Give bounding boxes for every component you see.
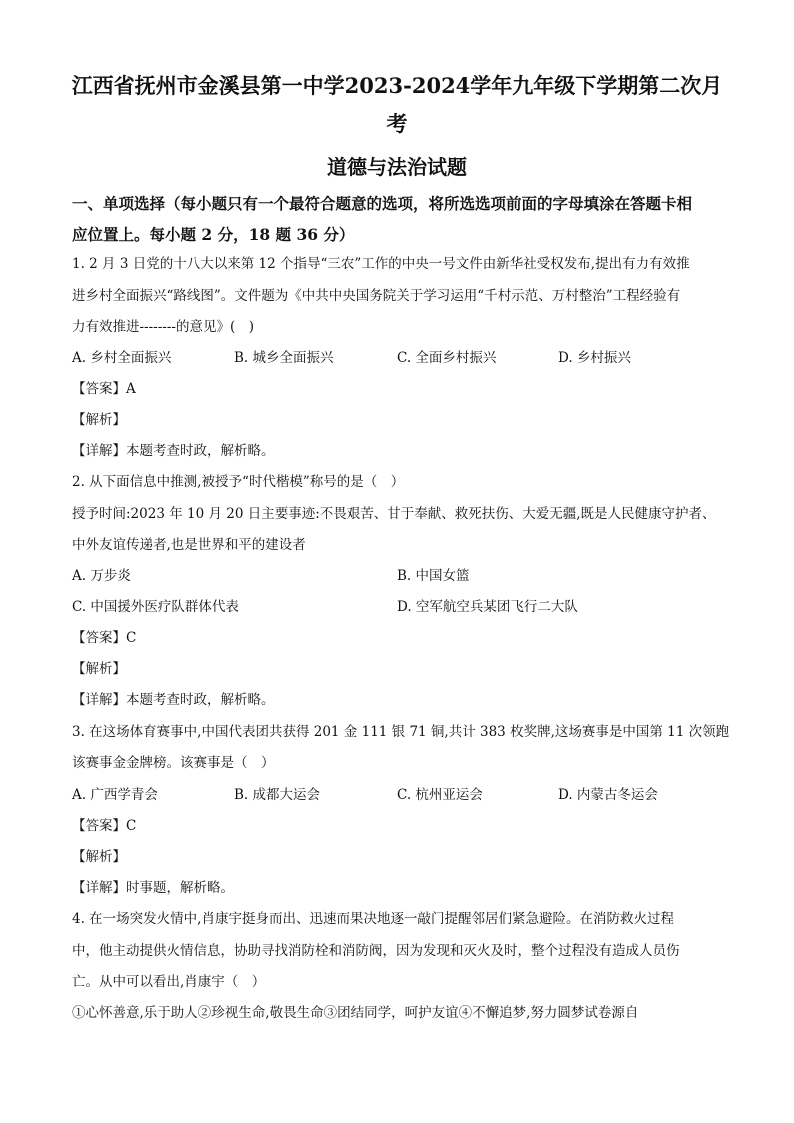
question-3-answer: 【答案】C [72,818,137,834]
question-1-option-a: A. 乡村全面振兴 [72,350,172,366]
question-3-option-a: A. 广西学青会 [72,787,158,803]
question-1-answer: 【答案】A [72,381,136,397]
question-4-stem-line2: 中，他主动提供火情信息，协助寻找消防栓和消防阀，因为发现和灭火及时，整个过程没有造成人员伤 [72,943,680,959]
question-2-stem-line3: 中外友谊传递者,也是世界和平的建设者 [72,537,306,553]
question-2-analysis: 【解析】 [72,661,126,677]
question-2-stem-line2: 授予时间:2023 年 10 月 20 日主要事迹:不畏艰苦、甘于奉献、救死扶伤、大爱无疆,既是人民健康守护者、 [72,506,716,522]
question-2-option-d: D. 空军航空兵某团飞行二大队 [397,599,578,615]
question-2-detail: 【详解】本题考查时政，解析略。 [72,692,275,708]
question-3-analysis: 【解析】 [72,849,126,865]
question-2-option-a: A. 万步炎 [72,568,131,584]
section-heading-line2: 应位置上。每小题 2 分，18 题 36 分） [72,225,355,244]
question-1-stem-line1: 1. 2 月 3 日党的十八大以来第 12 个指导“三农”工作的中央一号文件由新华社受权发布,提出有力有效推 [72,256,690,272]
exam-title-line2: 考 [386,111,408,136]
question-1-option-d: D. 乡村振兴 [558,350,631,366]
question-4-stem-line4: ①心怀善意,乐于助人②珍视生命,敬畏生命③团结同学，呵护友谊④不懈追梦,努力圆梦试卷源自 [72,1005,639,1021]
question-4-stem-line3: 亡。从中可以看出,肖康宇（ ） [72,974,266,990]
question-3-stem-line2: 该赛事金金牌榜。该赛事是（ ） [72,755,275,771]
question-2-option-c: C. 中国援外医疗队群体代表 [72,599,239,615]
exam-title-line1: 江西省抚州市金溪县第一中学2023-2024学年九年级下学期第二次月 [71,73,723,98]
subject-title: 道德与法治试题 [327,155,467,179]
question-3-option-d: D. 内蒙古冬运会 [558,787,658,803]
question-3-option-b: B. 成都大运会 [234,787,321,803]
question-1-option-c: C. 全面乡村振兴 [397,350,497,366]
question-3-detail: 【详解】时事题，解析略。 [72,880,234,896]
question-4-stem-line1: 4. 在一场突发火情中,肖康宇挺身而出、迅速而果决地逐一敲门提醒邻居们紧急避险。在消防救火过程 [72,911,674,927]
question-1-option-b: B. 城乡全面振兴 [234,350,334,366]
question-1-stem-line2: 进乡村全面振兴“路线图”。文件题为《中共中央国务院关于学习运用“千村示范、万村整治”工程经验有 [72,288,681,304]
question-2-stem-line1: 2. 从下面信息中推测,被授予“时代楷模”称号的是（ ） [72,474,405,490]
question-3-option-c: C. 杭州亚运会 [397,787,483,803]
question-2-answer: 【答案】C [72,630,137,646]
question-1-detail: 【详解】本题考查时政，解析略。 [72,443,275,459]
section-heading-line1: 一、单项选择（每小题只有一个最符合题意的选项，将所选选项前面的字母填涂在答题卡相 [72,194,693,213]
question-1-stem-line3: 力有效推进--------的意见》( ) [72,319,255,335]
question-1-analysis: 【解析】 [72,412,126,428]
question-3-stem-line1: 3. 在这场体育赛事中,中国代表团共获得 201 金 111 银 71 铜,共计 383 枚奖牌,这场赛事是中国第 11 次领跑 [72,724,730,740]
question-2-option-b: B. 中国女篮 [397,568,470,584]
